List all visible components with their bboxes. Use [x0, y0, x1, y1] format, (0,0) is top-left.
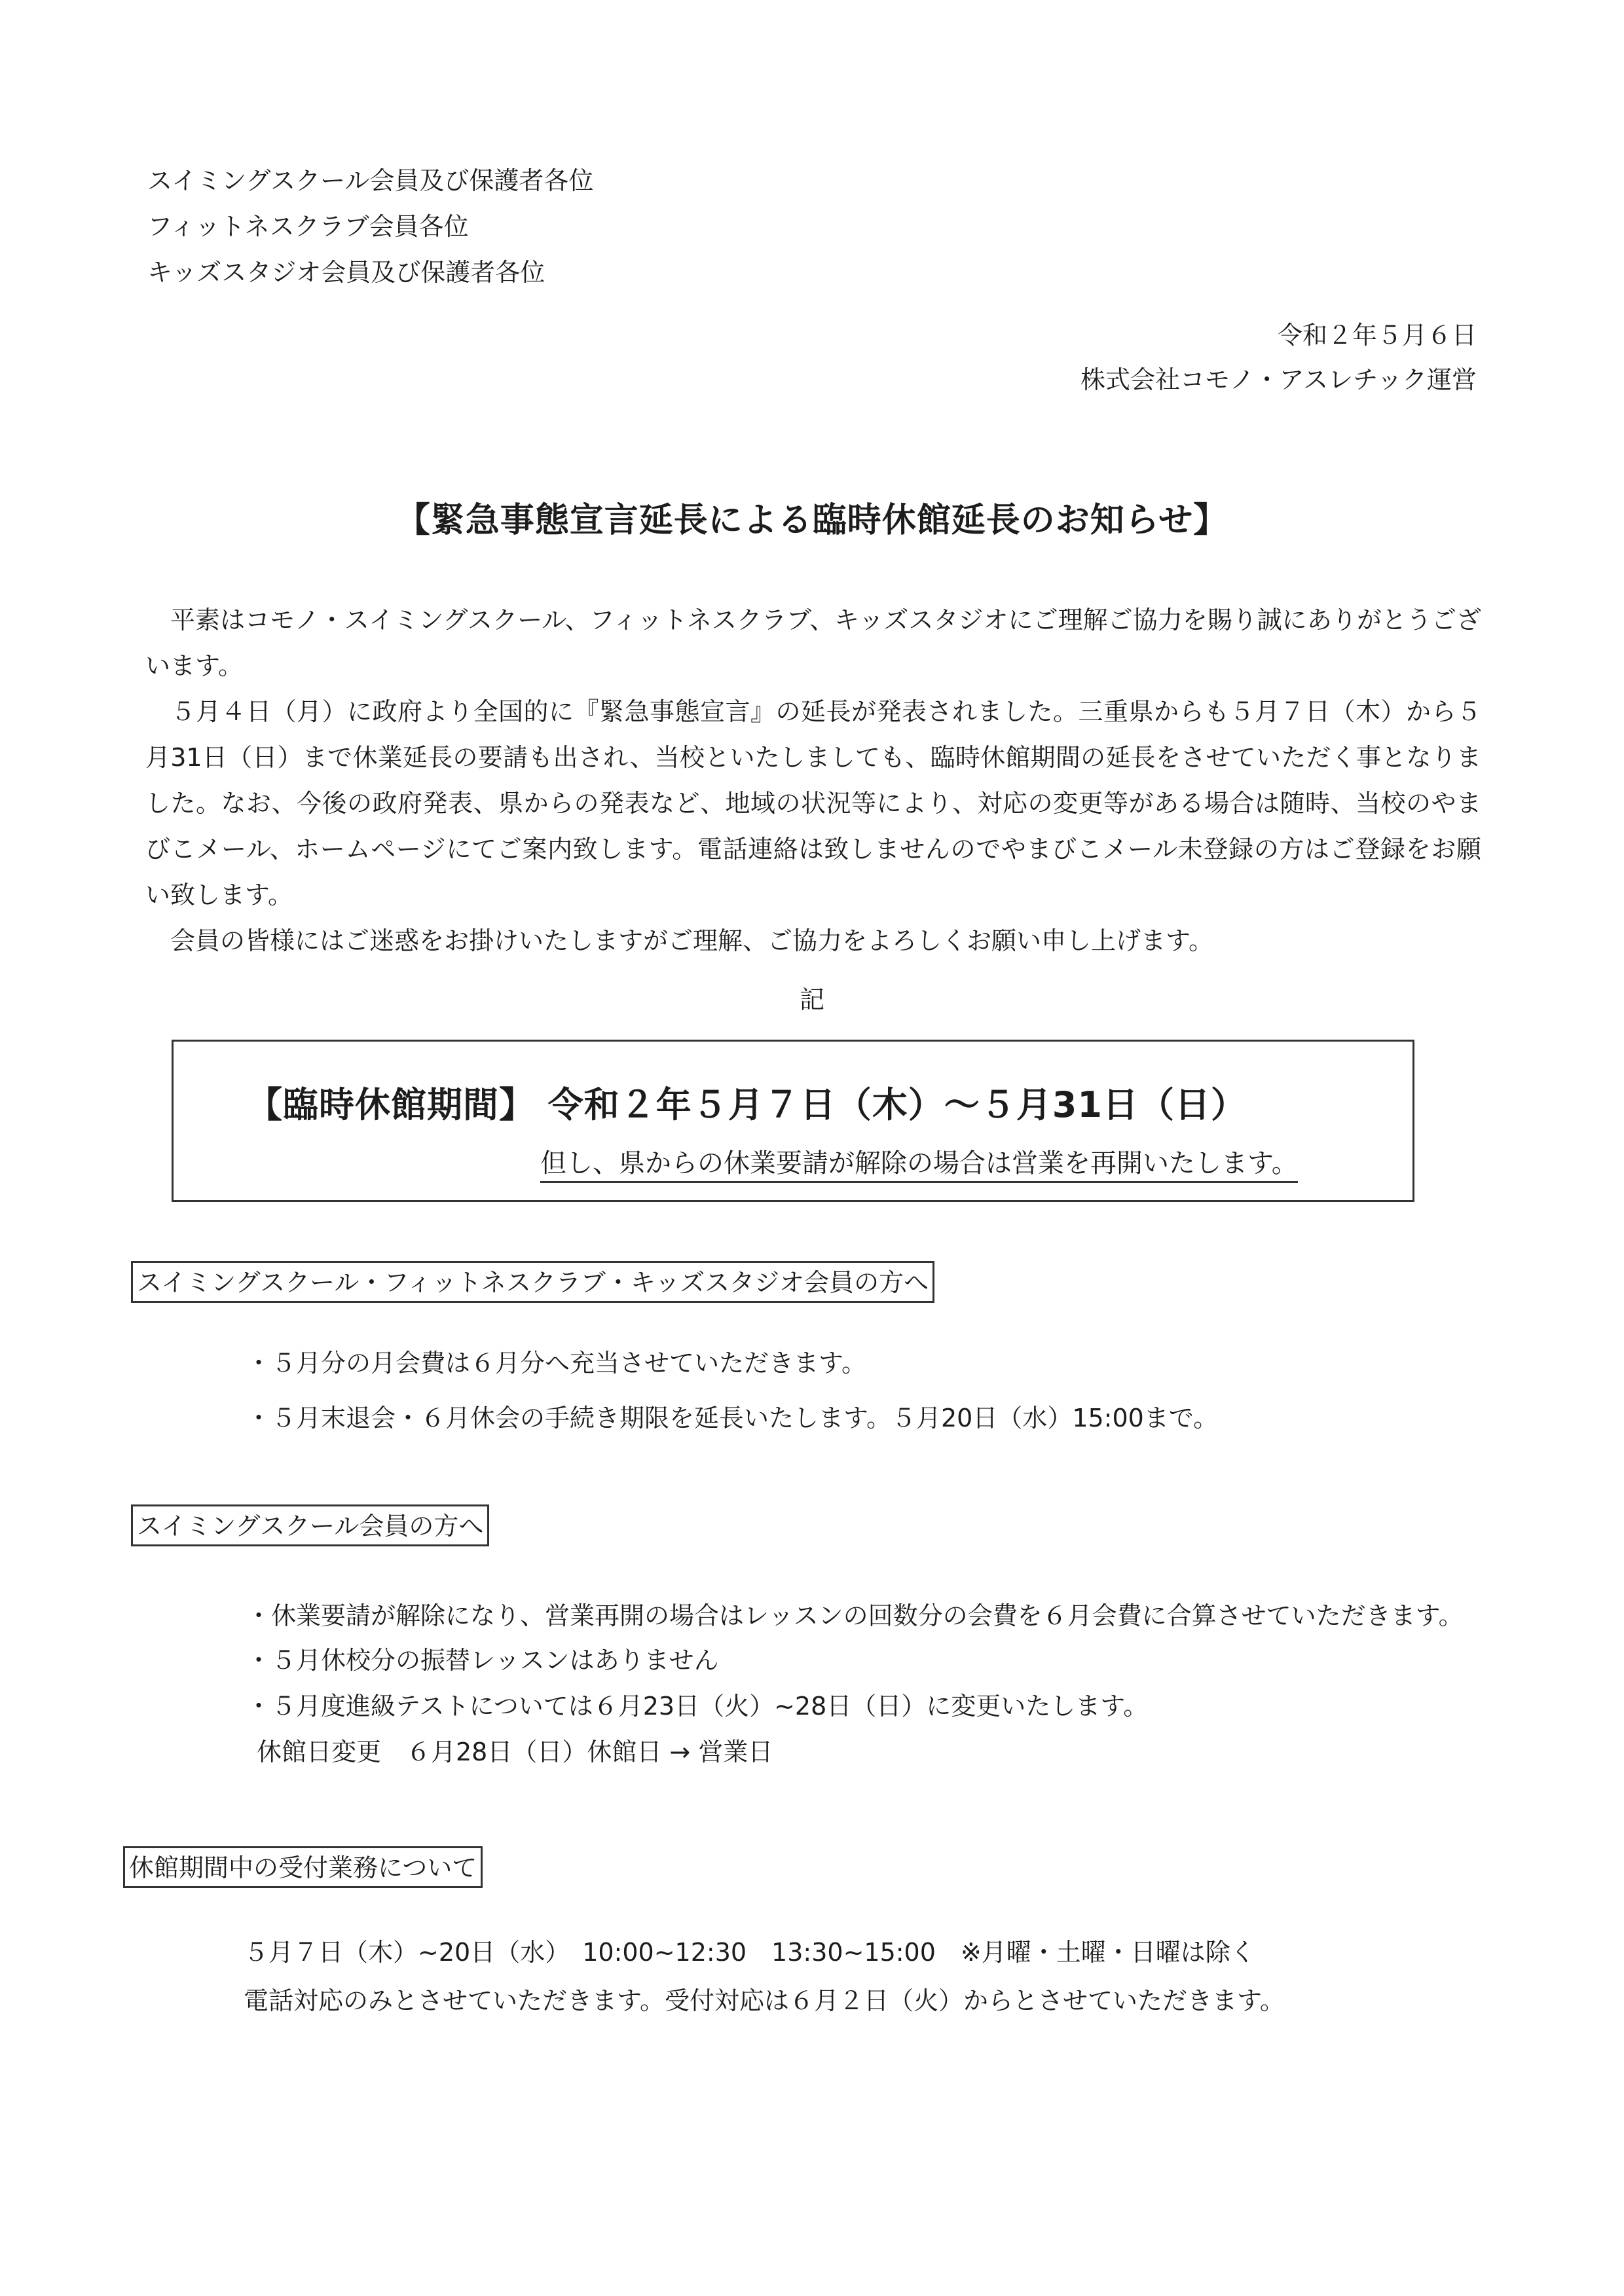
section-all-members-item-2: ・５月末退会・６月休会の手続き期限を延長いたします。５月20日（水）15:00まで。 [246, 1404, 1219, 1432]
body-greeting: 平素はコモノ・スイミングスクール、フィットネスクラブ、キッズスタジオにご理解ご協力を賜り誠にありがとうございます。 [145, 606, 1481, 680]
section-all-members-label: スイミングスクール・フィットネスクラブ・キッズスタジオ会員の方へ [131, 1261, 934, 1303]
section-swimming-label: スイミングスクール会員の方へ [131, 1504, 489, 1546]
section-swimming-item-3: ・５月度進級テストについては６月23日（火）~28日（日）に変更いたします。 [246, 1692, 1149, 1721]
closure-period-heading: 【臨時休館期間】 令和２年５月７日（木）～５月31日（日） [247, 1084, 1247, 1125]
section-swimming-item-1: ・休業要請が解除になり、営業再開の場合はレッスンの回数分の会費を６月会費に合算させていただきます。 [246, 1601, 1464, 1630]
section-swimming-item-2: ・５月休校分の振替レッスンはありません [246, 1646, 719, 1675]
notice-body [145, 597, 1481, 964]
section-reception-item-1: ５月７日（木）~20日（水） 10:00~12:30 13:30~15:00 ※月曜・土曜・日曜は除く [244, 1938, 1255, 1967]
recipient-kids: キッズスタジオ会員及び保護者各位 [147, 258, 545, 287]
section-reception-label: 休館期間中の受付業務について [123, 1846, 483, 1888]
recipients-block [147, 165, 593, 302]
closure-period-box [172, 1040, 1414, 1202]
recipient-fitness: フィットネスクラブ会員各位 [147, 212, 469, 241]
body-apology: 会員の皆様にはご迷惑をお掛けいたしますがご理解、ご協力をよろしくお願い申し上げます。 [170, 926, 1213, 955]
section-swimming-item-4: 休館日変更 ６月28日（日）休館日 → 営業日 [257, 1738, 773, 1766]
organization-name: 株式会社コモノ・アスレチック運営 [1080, 365, 1477, 394]
closure-period-note: 但し、県からの休業要請が解除の場合は営業を再開いたします。 [540, 1142, 1298, 1183]
ki-marker: 記 [799, 985, 824, 1014]
notice-title: 【緊急事態宣言延長による臨時休館延長のお知らせ】 [396, 501, 1228, 540]
issue-date: 令和２年５月６日 [1277, 321, 1477, 350]
body-main: ５月４日（月）に政府より全国的に『緊急事態宣言』の延長が発表されました。三重県からも５月７日（木）から５月31日（日）まで休業延長の要請も出され、当校といたしましても、臨時休館期間の延長をさせていただく事となりました。なお、今後の政府発表、県からの発表など、地域の状況等により、対応の変更等がある場合は随時、当校のやまびこメール、ホームページにてご案内致します。電話連絡は致しませんのでやまびこメール未登録の方はご登録をお願い致します。 [145, 697, 1481, 909]
recipient-swimming: スイミングスクール会員及び保護者各位 [147, 166, 594, 195]
section-reception-item-2: 電話対応のみとさせていただきます。受付対応は６月２日（火）からとさせていただきます。 [244, 1986, 1285, 2015]
section-all-members-item-1: ・５月分の月会費は６月分へ充当させていただきます。 [246, 1349, 866, 1377]
